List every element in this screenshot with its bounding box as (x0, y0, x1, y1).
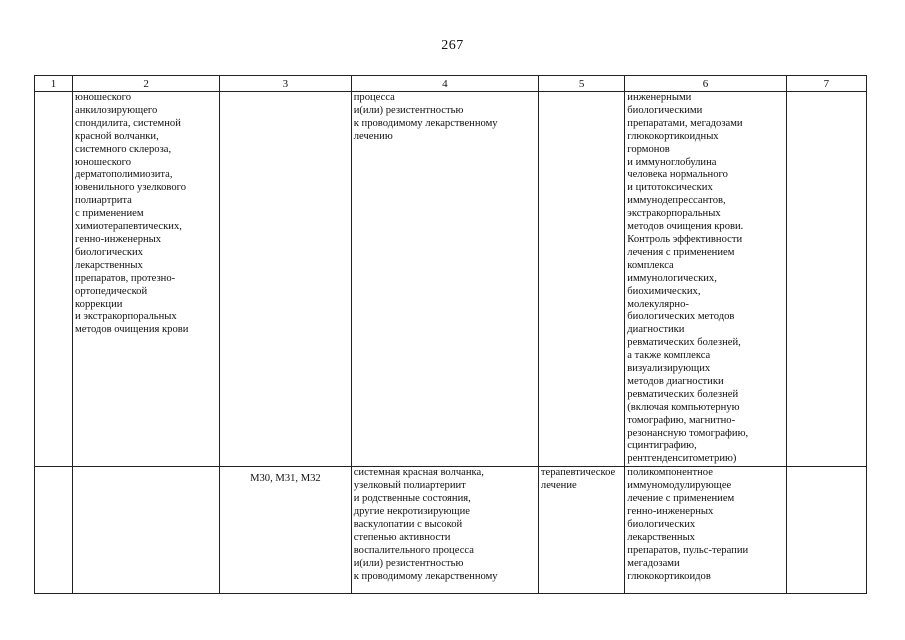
column-header-7: 7 (786, 76, 866, 92)
row2-treatment-type-cell: терапевтическое лечение (538, 467, 624, 594)
column-header-5: 5 (538, 76, 624, 92)
row1-col7-cell (786, 92, 866, 467)
row1-treatment-type-cell (538, 92, 624, 467)
row2-col1-cell (35, 467, 73, 594)
row2-treatment-method-cell: поликомпонентное иммуномодулирующее лечение с применением генно-инженерных биологических лекарственных препаратов, пульс-терапии мегадозами глюкокортикоидов (625, 467, 786, 594)
table-row (35, 467, 867, 594)
row2-icd-code-cell: M30, M31, M32 (220, 467, 352, 594)
row1-col1-cell (35, 92, 73, 467)
procedures-table (34, 75, 867, 594)
column-header-4: 4 (351, 76, 538, 92)
column-header-6: 6 (625, 76, 786, 92)
row1-icd-code-cell (220, 92, 352, 467)
row1-treatment-method-cell: инженерными биологическими препаратами, мегадозами глюкокортикоидных гормонов и иммуноглобулина человека нормального и цитотоксических иммунодепрессантов, экстракорпоральных методов очищения крови. Контроль эффективности лечения с применением комплекса иммунологических, биохимических, молекулярно- биологических методов диагностики ревматических болезней, а также комплекса визуализирующих методов диагностики ревматических болезней (включая компьютерную томографию, магнитно- резонансную томографию, сцинтиграфию, рентгенденситометрию) (625, 92, 786, 467)
row2-col7-cell (786, 467, 866, 594)
table-header-row (35, 76, 867, 92)
column-header-1: 1 (35, 76, 73, 92)
column-header-3: 3 (220, 76, 352, 92)
row1-patient-model-cell: процесса и(или) резистентностью к проводимому лекарственному лечению (351, 92, 538, 467)
table-row (35, 92, 867, 467)
page-number: 267 (441, 38, 464, 53)
row1-disease-description-cell: юношеского анкилозирующего спондилита, системной красной волчанки, системного склероза, юношеского дерматополимиозита, ювенильного узелкового полиартрита с применением химиотерапевтических, генно-инженерных биологических лекарственных препаратов, протезно- ортопедической коррекции и экстракорпоральных методов очищения крови (73, 92, 220, 467)
row2-disease-description-cell (73, 467, 220, 594)
row2-patient-model-cell: системная красная волчанка, узелковый полиартериит и родственные состояния, другие некротизирующие васкулопатии с высокой степенью активности воспалительного процесса и(или) резистентностью к проводимому лекарственному (351, 467, 538, 594)
column-header-2: 2 (73, 76, 220, 92)
